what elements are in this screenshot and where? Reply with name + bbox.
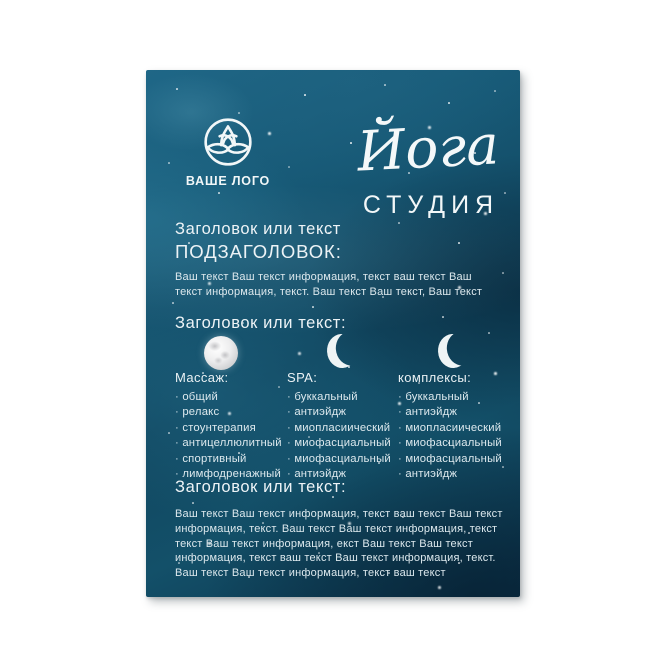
service-item: · буккальный <box>287 390 395 405</box>
services-heading: Заголовок или текст: <box>175 314 347 332</box>
outro-body-text: Ваш текст Ваш текст информация, текст ваш текст Ваш текст информация, текст. Ваш текст Ваш текст информация, текст текст Ваш текст информация, екст Ваш текст Ваш текст информация, текст ваш текст Ваш текст информация, текст. Ваш текст Ваш текст информация, текст ваш текст <box>175 508 503 580</box>
service-list <box>175 390 283 482</box>
service-item: · антиэйдж <box>398 467 516 482</box>
service-list <box>398 390 516 482</box>
crescent-moon-icon <box>326 333 358 369</box>
service-item: · антиэйдж <box>287 405 395 420</box>
services-column-complex <box>398 370 516 482</box>
logo-text: ВАШЕ ЛОГО <box>185 174 271 188</box>
service-item: · общий <box>175 390 283 405</box>
service-item: · миофасциальный <box>398 452 516 467</box>
intro-body-text: Ваш текст Ваш текст информация, текст ваш текст Ваш текст информация, текст. Ваш текст Ваш текст, Ваш текст <box>175 271 483 298</box>
service-item: · антиэйдж <box>287 467 395 482</box>
service-item: · миопласиический <box>398 421 516 436</box>
service-list <box>287 390 395 482</box>
services-column-massage <box>175 370 283 482</box>
intro-heading: Заголовок или текст <box>175 220 341 238</box>
service-item: · антиэйдж <box>398 405 516 420</box>
service-item: · миофасциальный <box>287 436 395 451</box>
lotus-icon <box>202 116 254 168</box>
full-moon-icon <box>204 336 238 370</box>
flyer-content <box>146 70 520 597</box>
service-item: · лимфодренажный <box>175 467 283 482</box>
service-item: · релакс <box>175 405 283 420</box>
services-column-spa <box>287 370 395 482</box>
service-item: · миофасциальный <box>287 452 395 467</box>
service-item: · стоунтерапия <box>175 421 283 436</box>
outro-heading: Заголовок или текст: <box>175 478 347 496</box>
column-title: Массаж: <box>175 370 229 385</box>
yoga-studio-flyer <box>146 70 520 597</box>
service-item: · антицеллюлитный <box>175 436 283 451</box>
intro-subheading: ПОДЗАГОЛОВОК: <box>175 241 342 262</box>
service-item: · спортивный <box>175 452 283 467</box>
flyer-title-script: Йога <box>355 112 501 184</box>
crescent-moon-icon <box>437 333 469 369</box>
service-item: · миопласиический <box>287 421 395 436</box>
flyer-title-caps: СТУДИЯ <box>362 191 500 219</box>
column-title: SPA: <box>287 370 318 385</box>
service-item: · буккальный <box>398 390 516 405</box>
service-item: · миофасциальный <box>398 436 516 451</box>
column-title: комплексы: <box>398 370 472 385</box>
